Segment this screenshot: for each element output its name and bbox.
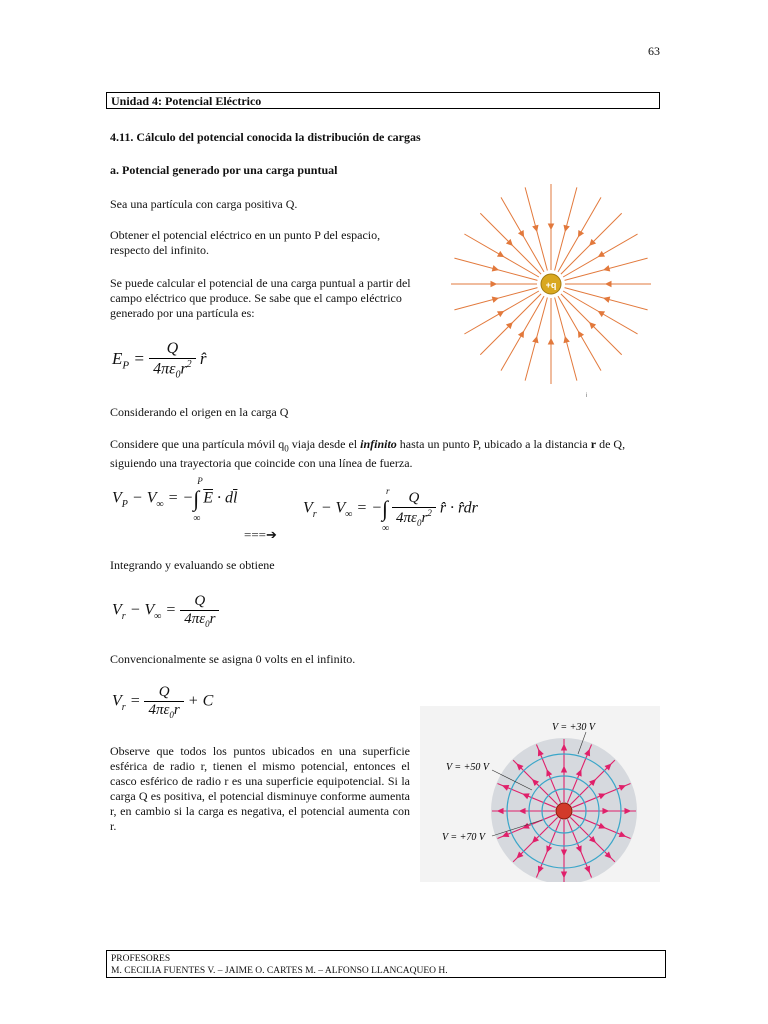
field-arrow bbox=[549, 339, 554, 344]
paragraph-2: Obtener el potencial eléctrico en un punto P del espacio, respecto del infinito. bbox=[110, 228, 381, 257]
implies-arrow: ===➔ bbox=[244, 527, 277, 542]
field-arrow bbox=[604, 266, 609, 271]
paragraph-6: Integrando y evaluando se obtiene bbox=[110, 558, 275, 572]
field-arrow bbox=[599, 252, 605, 257]
field-arrow bbox=[492, 297, 497, 302]
paragraph-5: Considere que una partícula móvil $q_0$ viaja desde el infinito hasta un punto P, ubicado a la distancia r de Q, siguiendo una trayectoria que coincide con una línea de fuerza. bbox=[110, 437, 626, 471]
paragraph-7: Convencionalmente se asigna 0 volts en el infinito. bbox=[110, 652, 356, 666]
paragraph-3: Se puede calcular el potencial de una carga puntual a partir del campo eléctrico que produce. Se sabe que el campo eléctrico generado por una partícula es: bbox=[110, 276, 411, 320]
field-arrow bbox=[549, 224, 554, 229]
paragraph-1: Sea una partícula con carga positiva Q. bbox=[110, 197, 298, 211]
field-arrow bbox=[579, 332, 584, 338]
field-arrow bbox=[606, 282, 611, 287]
equation-field: $E_P$ = $\frac{Q}{4\pi\varepsilon_0r^2}$ r̂ bbox=[112, 340, 207, 381]
field-arrow bbox=[491, 282, 496, 287]
paragraph-4: Considerando el origen en la carga Q bbox=[110, 405, 289, 419]
paragraph-8: Observe que todos los puntos ubicados en una superficie esférica de radio r, tienen el mismo potencial, entonces el casco esférico de radio r es una superficie equipotencial. Si la carga Q es positiva, el potencial disminuye conforme aumenta r, en cambio si la carga es negativa, el potencial aumenta con r. bbox=[110, 744, 410, 833]
field-arrow bbox=[564, 337, 569, 342]
label-v30: V = +30 V bbox=[552, 722, 596, 733]
footer-line-1: PROFESORES bbox=[111, 954, 171, 964]
page-number: 63 bbox=[648, 44, 660, 58]
label-v70: V = +70 V bbox=[442, 832, 486, 843]
field-arrow bbox=[579, 231, 584, 237]
figure-1-mark: i bbox=[586, 393, 588, 399]
field-arrow bbox=[498, 252, 504, 257]
central-charge bbox=[556, 803, 572, 819]
subsection-title: a. Potencial generado por una carga puntual bbox=[110, 163, 338, 177]
equation-result: $V_r - V_\infty$ = $\frac{Q}{4\pi\varepsilon_0r}$ bbox=[112, 593, 219, 629]
field-arrow bbox=[519, 332, 524, 338]
section-title: 4.11. Cálculo del potencial conocida la distribución de cargas bbox=[110, 130, 421, 144]
field-arrow bbox=[533, 337, 538, 342]
field-arrow bbox=[564, 225, 569, 230]
equation-integral-2: $V_r - V_\infty$ = −∫ r ∞ $\frac{Q}{4\pi\varepsilon_0r^2}$ r̂ · r̂dr bbox=[303, 486, 478, 534]
field-arrow bbox=[492, 266, 497, 271]
unit-header: Unidad 4: Potencial Eléctrico bbox=[106, 92, 660, 109]
equation-integral-1: $V_P - V_\infty$ = −∫ P ∞ $\overline{E} \cdot d\overline{l}$ bbox=[112, 476, 238, 524]
field-arrow bbox=[498, 312, 504, 317]
equation-potential: $V_r$ = $\frac{Q}{4\pi\varepsilon_0r}$ + C bbox=[112, 684, 214, 720]
equipotential-figure bbox=[420, 706, 660, 882]
footer-line-2: M. CECILIA FUENTES V. – JAIME O. CARTES M. – ALFONSO LLANCAQUEO H. bbox=[111, 966, 448, 976]
label-v50: V = +50 V bbox=[446, 762, 490, 773]
field-arrow bbox=[599, 312, 605, 317]
field-arrow bbox=[604, 297, 609, 302]
field-arrow bbox=[519, 231, 524, 237]
footer-box bbox=[106, 950, 666, 978]
field-arrow bbox=[533, 225, 538, 230]
charge-label: +q bbox=[545, 280, 557, 290]
field-lines-figure bbox=[448, 178, 654, 400]
